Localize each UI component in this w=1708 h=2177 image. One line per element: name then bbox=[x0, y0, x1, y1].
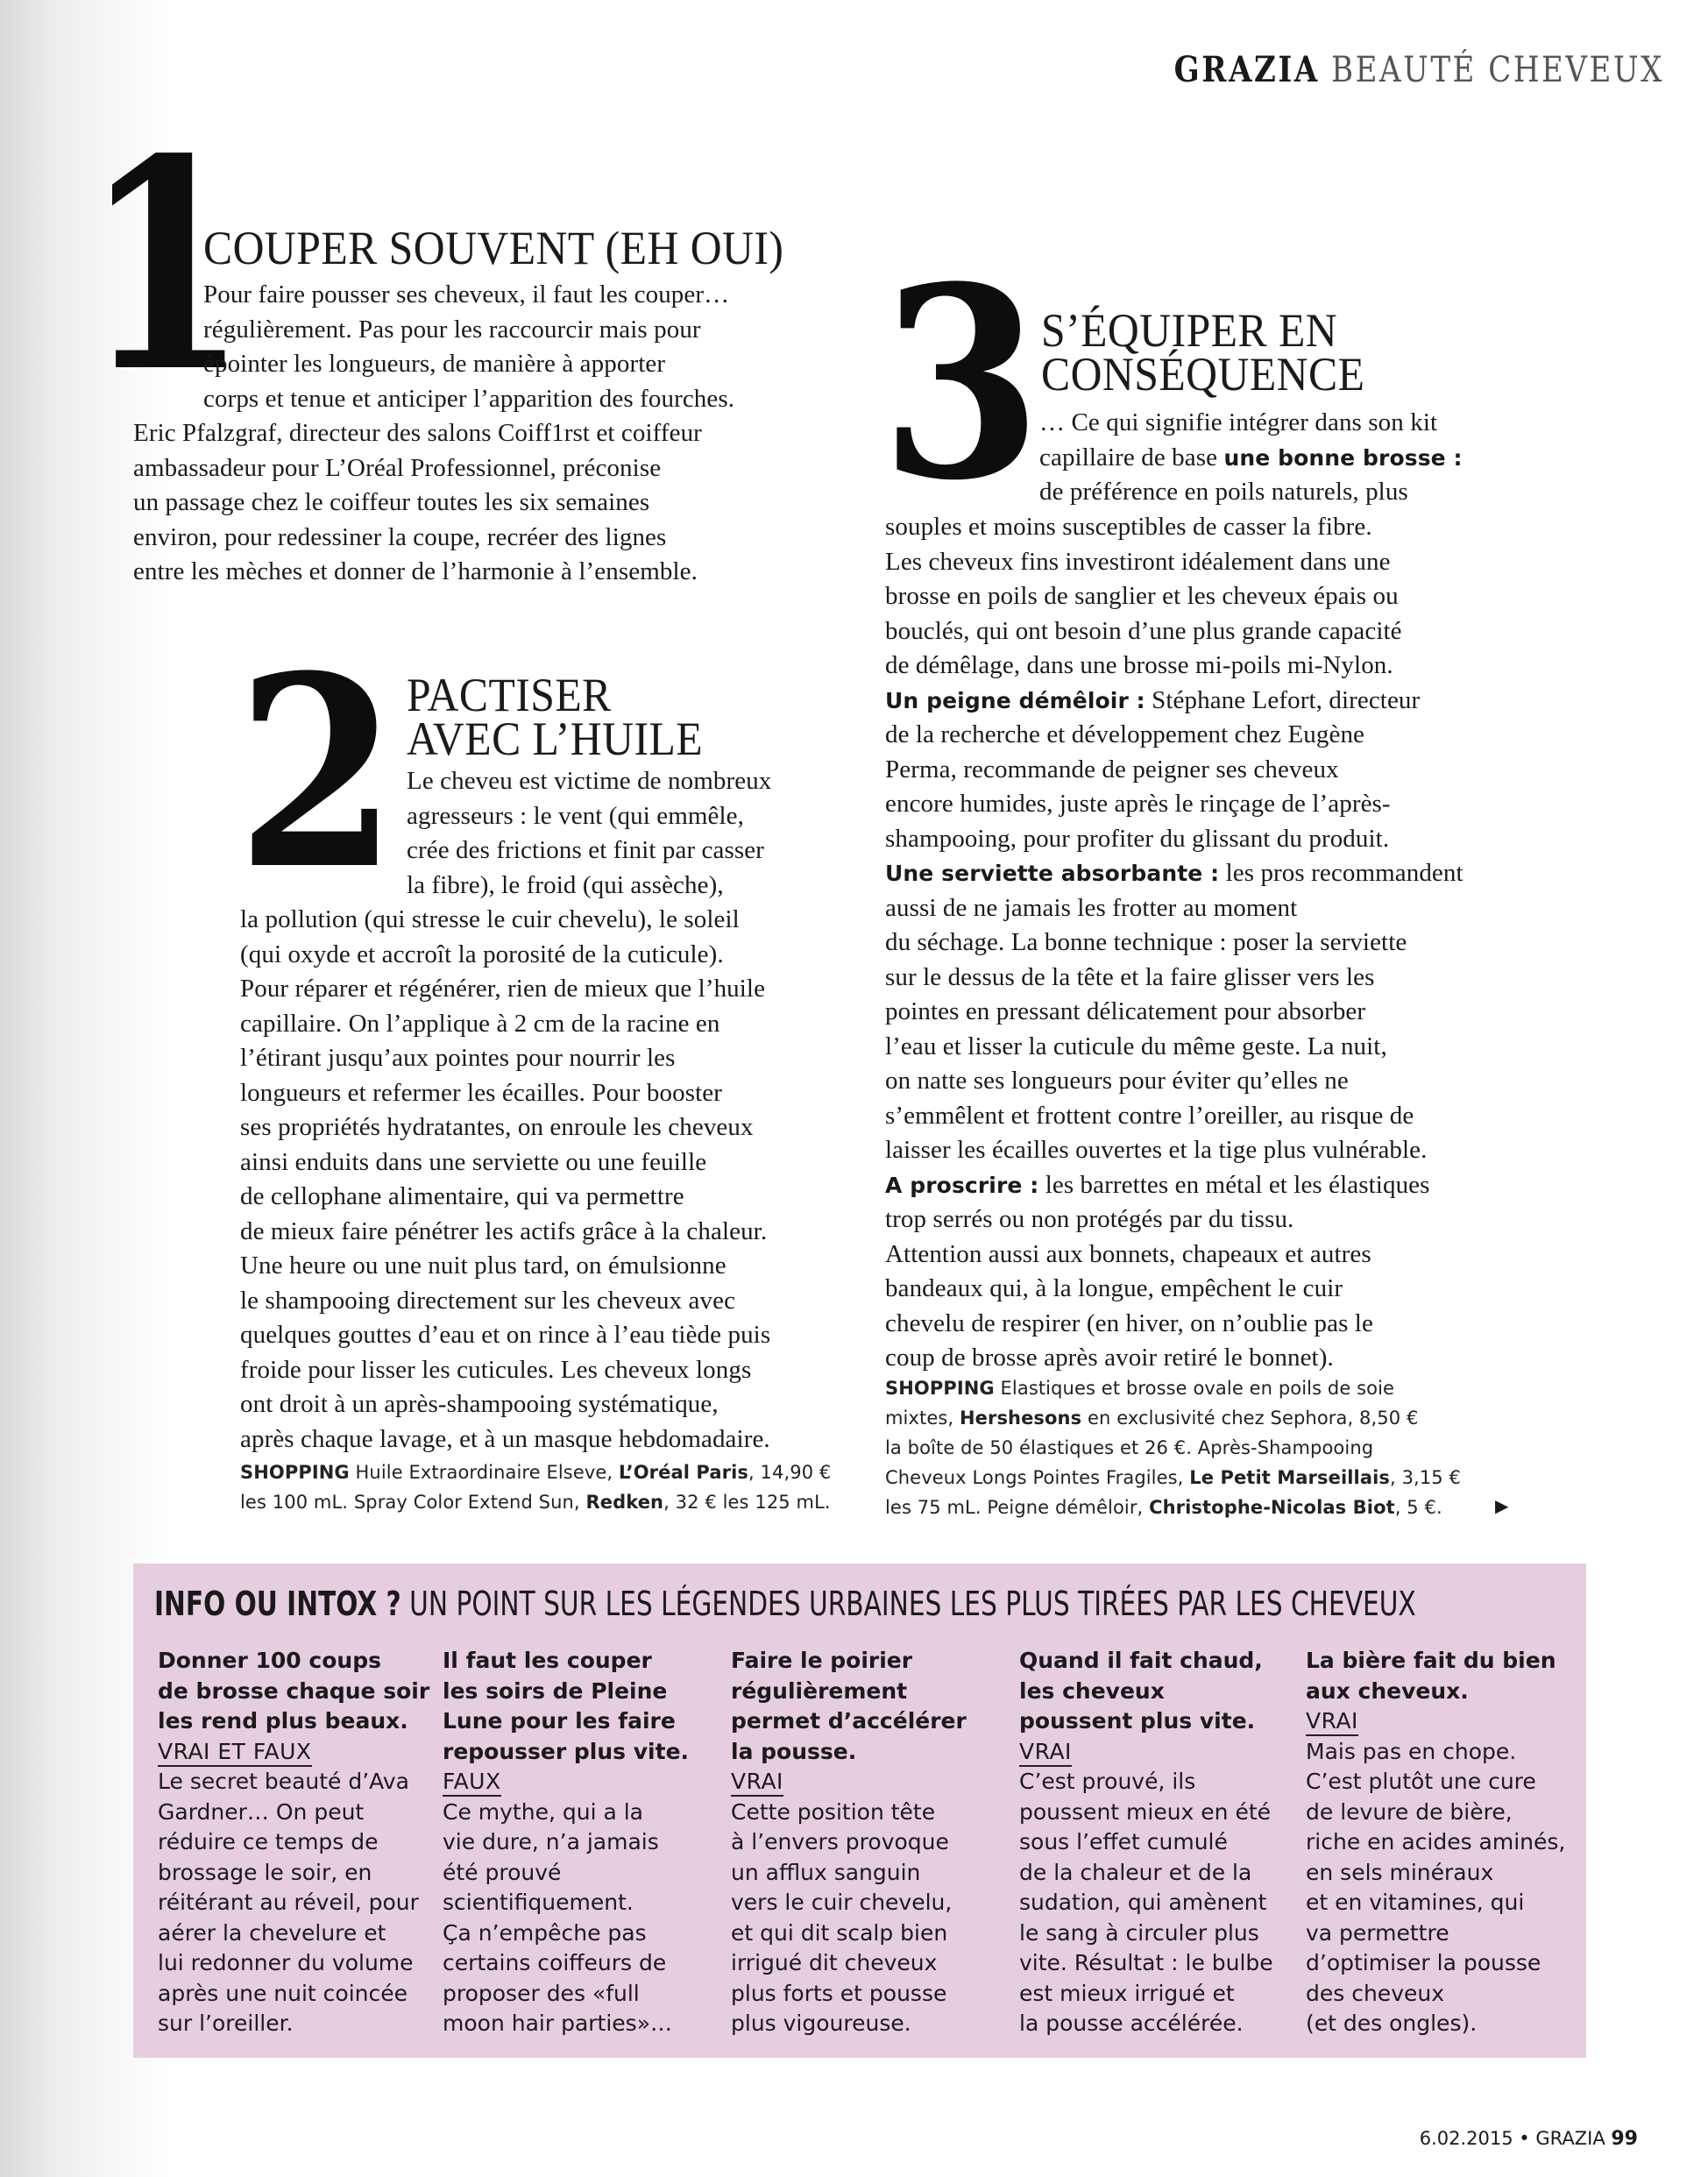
section-3-title: S’ÉQUIPER EN CONSÉQUENCE bbox=[1041, 304, 1365, 401]
section-1-body-cont: Eric Pfalzgraf, directeur des salons Coiff1rst et coiffeur ambassadeur pour L’Oréal Professionnel, préconise un passage chez le coiffeur toutes les six semaines environ, pour redessiner la coupe, recréer des lignes entre les mèches et donner de l’harmonie à l’ensemble. bbox=[133, 419, 702, 585]
section-2-body: Le cheveu est victime de nombreux agresseurs : le vent (qui emmêle, crée des frictions et finit par casser la fibre), le froid (qui assèche), bbox=[407, 767, 772, 899]
myth-card: Il faut les couper les soirs de Pleine Lune pour les faire repousser plus vite. FAUX Ce mythe, qui a la vie dure, n’a jamais été prouvé scientifiquement. Ça n’empêche pas certains coiffeurs de proposer des «full moon hair parties»… bbox=[443, 1648, 690, 2036]
footer-brand: GRAZIA bbox=[1535, 2128, 1605, 2149]
verdict-label: FAUX bbox=[443, 1769, 501, 1797]
myth-card: Quand il fait chaud, les cheveux poussent plus vite. VRAI C’est prouvé, ils poussent mieux en été sous l’effet cumulé de la chaleur et de la sudation, qui amènent le sang à circuler plus vite. Résultat : le bulbe est mieux irrigué et la pousse accélérée. bbox=[1019, 1648, 1273, 2036]
myth-card: Faire le poirier régulièrement permet d’accélérer la pousse. VRAI Cette position tête à l’envers provoque un afflux sanguin vers le cuir chevelu, et qui dit scalp bien irrigué dit cheveux plus forts et pousse plus vigoureuse. bbox=[731, 1648, 967, 2036]
section-3-shopping: SHOPPING Elastiques et brosse ovale en poils de soie mixtes, Hershesons en exclusivité chez Sephora, 8,50 € la boîte de 50 élastiques et 26 €. Après-Shampooing Cheveux Longs Pointes Fragiles, Le Petit Marseillais, 3,15 € les 75 mL. Peigne démêloir, Christophe-Nicolas Biot, 5 €. bbox=[885, 1378, 1461, 1518]
myth-card: La bière fait du bien aux cheveux. VRAI Mais pas en chope. C’est plutôt une cure de levure de bière, riche en acides aminés, en sels minéraux et en vitamines, qui va permettre d’optimiser la pousse des cheveux (et des ongles). bbox=[1306, 1648, 1566, 2036]
header-section: BEAUTÉ CHEVEUX bbox=[1331, 50, 1664, 90]
section-2-shopping: SHOPPING Huile Extraordinaire Elseve, L’Oréal Paris, 14,90 € les 100 mL. Spray Color Extend Sun, Redken, 32 € les 125 mL. bbox=[240, 1462, 832, 1513]
footer-date: 6.02.2015 bbox=[1419, 2128, 1513, 2149]
section-number-2: 2 bbox=[237, 618, 398, 927]
page-header bbox=[1174, 49, 1664, 90]
section-2-title: PACTISER AVEC L’HUILE bbox=[407, 669, 704, 765]
section-2-body-cont: la pollution (qui stresse le cuir chevelu), le soleil (qui oxyde et accroît la porosité de la cuticule). Pour réparer et régénérer, rien de mieux que l’huile capillaire. On l’applique à 2 cm de la racine en l’étirant jusqu’aux pointes pour nourrir les longueurs et refermer les écailles. Pour booster ses propriétés hydratantes, on enroule les cheveux ainsi enduits dans une serviette ou une feuille de cellophane alimentaire, qui va permettre de mieux faire pénétrer les actifs grâce à la chaleur. Une heure ou une nuit plus tard, on émulsionne le shampooing directement sur les cheveux avec quelques gouttes d’eau et on rince à l’eau tiède puis froide pour lisser les cuticules. Les cheveux longs ont droit à un après-shampooing systématique, après chaque lavage, et à un masque hebdomadaire. bbox=[240, 905, 771, 1453]
verdict-label: VRAI bbox=[731, 1769, 783, 1797]
section-number-3: 3 bbox=[881, 229, 1042, 538]
verdict-label: VRAI bbox=[1306, 1708, 1358, 1736]
page-number: 99 bbox=[1611, 2128, 1638, 2150]
page-footer: 6.02.2015 • GRAZIA 99 bbox=[1419, 2128, 1638, 2150]
section-1-title: COUPER SOUVENT (EH OUI) bbox=[203, 222, 784, 274]
section-3-intro: … Ce qui signifie intégrer dans son kit capillaire de base une bonne brosse : de préférence en poils naturels, plus bbox=[1039, 408, 1463, 506]
verdict-label: VRAI bbox=[1019, 1739, 1072, 1767]
section-1-body: Pour faire pousser ses cheveux, il faut les couper… régulièrement. Pas pour les raccourcir mais pour épointer les longueurs, de manière à apporter corps et tenue et anticiper l’apparition des fourches. bbox=[203, 280, 735, 413]
section-number-1: 1 bbox=[83, 96, 249, 436]
info-intox-title: INFO OU INTOX ? UN POINT SUR LES LÉGENDES URBAINES LES PLUS TIRÉES PAR LES CHEVEUX bbox=[154, 1585, 1416, 1623]
continue-arrow-icon: ▶ bbox=[1495, 1497, 1509, 1516]
section-3-body: souples et moins susceptibles de casser la fibre. Les cheveux fins investiront idéalement dans une brosse en poils de sanglier et les cheveux épais ou bouclés, qui ont besoin d’une plus grande capacité de démêlage, dans une brosse mi-poils mi-Nylon. Un peigne démêloir : Stéphane Lefort, directeur de la recherche et développement chez Eugène Perma, recommande de peigner ses cheveux encore humides, juste après le rinçage de l’après- shampooing, pour profiter du glissant du produit. Une serviette absorbante : les pros recommandent aussi de ne jamais les frotter au moment du séchage. La bonne technique : poser la serviette sur le dessus de la tête et la faire glisser vers les pointes en pressant délicatement pour absorber l’eau et lisser la cuticule du même geste. La nuit, on natte ses longueurs pour éviter qu’elles ne s’emmêlent et frottent contre l’oreiller, au risque de laisser les écailles ouvertes et la tige plus vulnérable. A proscrire : les barrettes en métal et les élastiques trop serrés ou non protégés par du tissu. Attention aussi aux bonnets, chapeaux et autres bandeaux qui, à la longue, empêchent le cuir chevelu de respirer (en hiver, on n’oublie pas le coup de brosse après avoir retiré le bonnet). bbox=[885, 513, 1463, 1372]
verdict-label: VRAI ET FAUX bbox=[158, 1739, 312, 1767]
header-brand: GRAZIA bbox=[1173, 49, 1320, 90]
myth-card: Donner 100 coups de brosse chaque soir les rend plus beaux. VRAI ET FAUX Le secret beauté d’Ava Gardner… On peut réduire ce temps de brossage le soir, en réitérant au réveil, pour aérer la chevelure et lui redonner du volume après une nuit coincée sur l’oreiller. bbox=[158, 1648, 430, 2036]
